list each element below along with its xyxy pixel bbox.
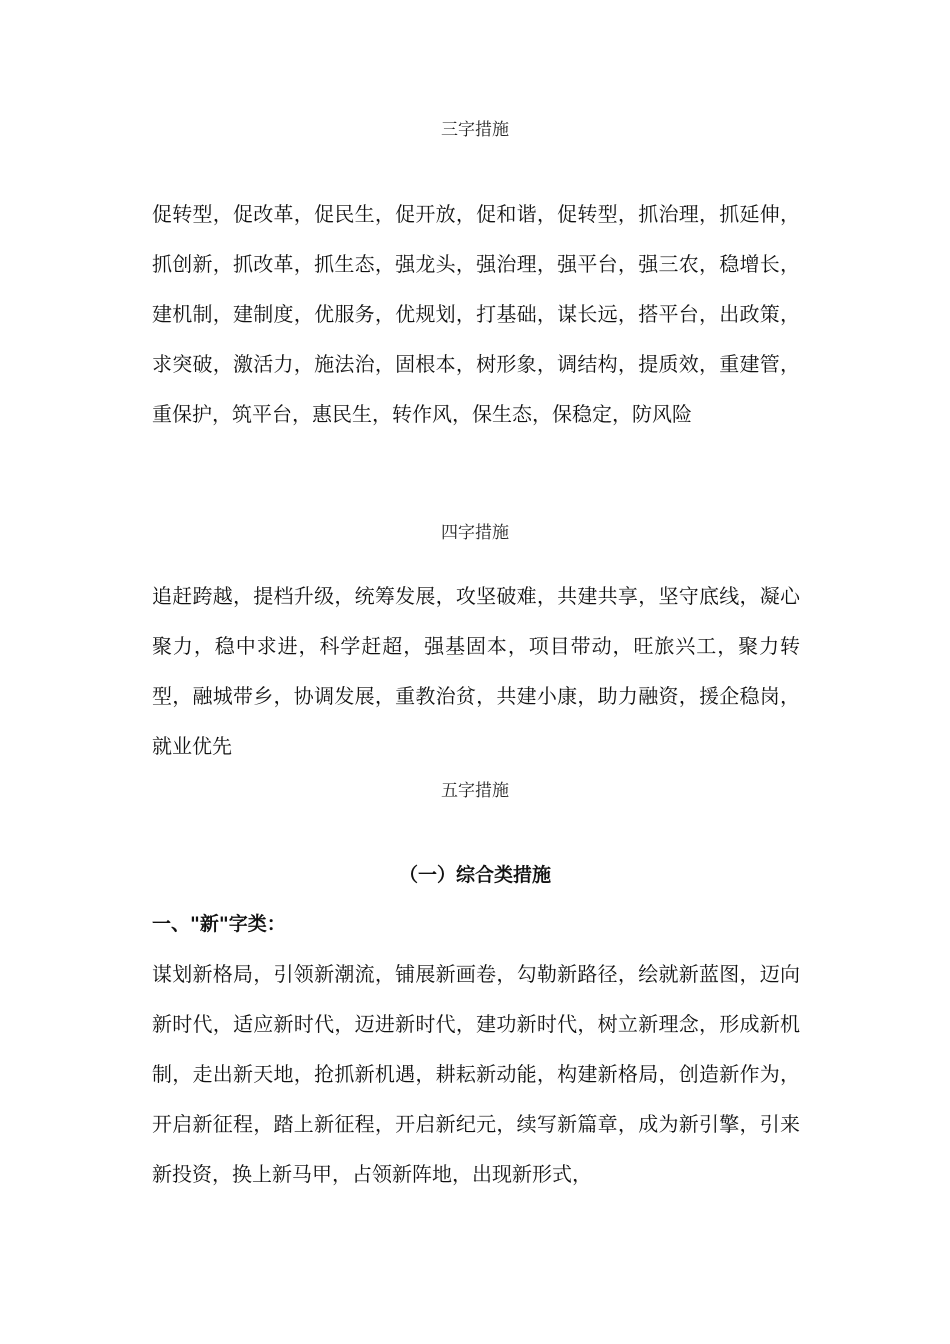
subsection-title-xin-category: 一、"新"字类： [152, 913, 286, 935]
section-title-comprehensive-measures: （一）综合类措施 [398, 864, 551, 886]
heading-three-char-measures: 三字措施 [441, 120, 509, 140]
heading-five-char-measures: 五字措施 [441, 781, 509, 801]
paragraph-xin-category: 谋划新格局，引领新潮流，铺展新画卷，勾勒新路径，绘就新蓝图，迈向新时代，适应新时代，迈进新时代，建功新时代，树立新理念，形成新机制，走出新天地，抢抓新机遇，耕耘新动能，构建新格局，创造新作为，开启新征程，踏上新征程，开启新纪元，续写新篇章，成为新引擎，引来新投资，换上新马甲，占领新阵地，出现新形式， [152, 962, 800, 1186]
paragraph-four-char-measures: 追赶跨越，提档升级，统筹发展，攻坚破难，共建共享，坚守底线，凝心聚力，稳中求进，科学赶超，强基固本，项目带动，旺旅兴工，聚力转型，融城带乡，协调发展，重教治贫，共建小康，助力融资，援企稳岗，就业优先 [152, 584, 800, 758]
paragraph-three-char-measures: 促转型，促改革，促民生，促开放，促和谐，促转型，抓治理，抓延伸，抓创新，抓改革，抓生态，强龙头，强治理，强平台，强三农，稳增长，建机制，建制度，优服务，优规划，打基础，谋长远，搭平台，出政策，求突破，激活力，施法治，固根本，树形象，调结构，提质效，重建管，重保护，筑平台，惠民生，转作风，保生态，保稳定，防风险 [152, 202, 800, 426]
heading-four-char-measures: 四字措施 [441, 523, 509, 543]
